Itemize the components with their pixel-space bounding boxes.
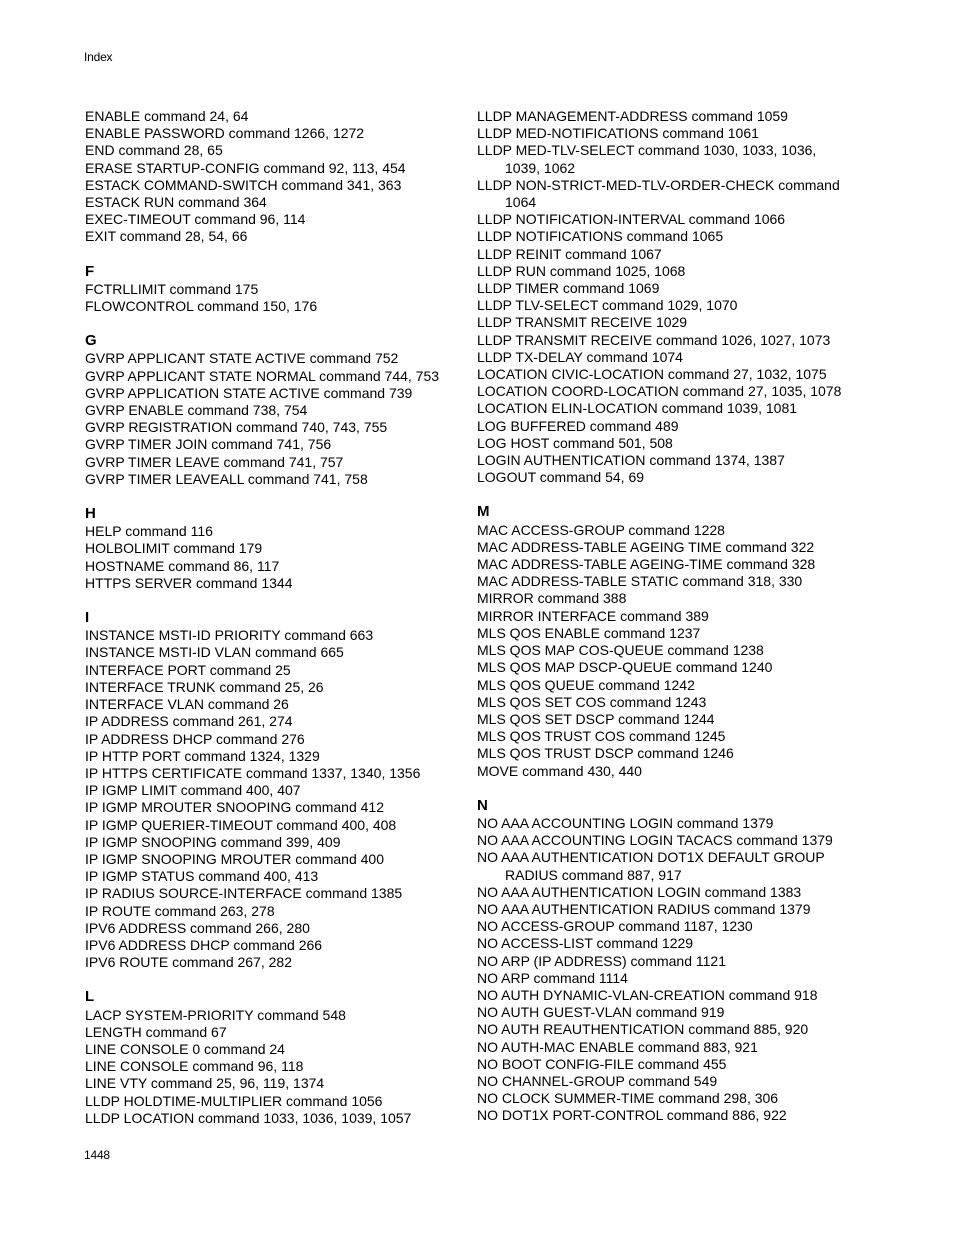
index-entry	[85, 125, 465, 142]
index-entry-text: LOCATION ELIN-LOCATION command 1039, 1081	[477, 400, 798, 417]
index-entry	[477, 246, 849, 263]
page-number: 1448	[84, 1148, 110, 1162]
index-entry	[85, 575, 465, 592]
index-entry-text: LLDP NOTIFICATIONS command 1065	[477, 228, 724, 245]
index-entry	[477, 694, 849, 711]
index-entry-text: MLS QOS QUEUE command 1242	[477, 676, 695, 693]
index-entry	[85, 281, 465, 298]
index-entry	[477, 332, 849, 349]
index-entry	[477, 556, 849, 573]
index-entry-text: MAC ADDRESS-TABLE STATIC command 318, 330	[477, 573, 803, 590]
index-entry-text: LLDP TIMER command 1069	[477, 280, 660, 297]
index-entry-text: NO ACCESS-LIST command 1229	[477, 935, 694, 952]
index-entry	[477, 884, 849, 901]
index-entry-text: END command 28, 65	[85, 142, 223, 159]
index-entry-text: LLDP HOLDTIME-MULTIPLIER command 1056	[85, 1092, 383, 1109]
index-entry-text: NO AAA ACCOUNTING LOGIN TACACS command 1379	[477, 832, 833, 849]
section-letter: N	[477, 796, 488, 814]
index-entry	[477, 832, 849, 849]
index-entry	[477, 608, 849, 625]
index-section	[85, 263, 465, 316]
index-entry	[85, 160, 465, 177]
index-entry	[85, 436, 465, 453]
index-entry-text: NO AAA AUTHENTICATION RADIUS command 1379	[477, 900, 811, 917]
index-entry-text: IPV6 ROUTE command 267, 282	[85, 954, 292, 971]
index-entry	[477, 522, 849, 539]
index-entry-text: LLDP TRANSMIT RECEIVE command 1026, 1027, 1073	[477, 331, 831, 348]
index-entry-text: IP IGMP LIMIT command 400, 407	[85, 782, 301, 799]
index-entry-text: IPV6 ADDRESS DHCP command 266	[85, 936, 323, 953]
index-entry	[477, 970, 849, 987]
index-entry	[477, 263, 849, 280]
index-entry-text: NO ARP (IP ADDRESS) command 1121	[477, 952, 726, 969]
index-entry	[85, 817, 465, 834]
index-entry-text: NO DOT1X PORT-CONTROL command 886, 922	[477, 1107, 787, 1124]
index-entry	[85, 1110, 465, 1127]
index-entry-text: GVRP TIMER JOIN command 741, 756	[85, 436, 332, 453]
index-entry-text: INSTANCE MSTI-ID PRIORITY command 663	[85, 627, 374, 644]
index-entry-text: LLDP LOCATION command 1033, 1036, 1039, 1057	[85, 1109, 412, 1126]
index-entry-text: LACP SYSTEM-PRIORITY command 548	[85, 1006, 346, 1023]
index-entry	[85, 696, 465, 713]
index-entry-text: NO ARP command 1114	[477, 969, 628, 986]
index-entry	[477, 1107, 849, 1124]
index-entry-text: LOG HOST command 501, 508	[477, 434, 673, 451]
index-entry	[477, 400, 849, 417]
index-column-left	[85, 108, 465, 1127]
index-entry-continuation: RADIUS command 887, 917	[505, 866, 682, 883]
index-entry-text: MAC ADDRESS-TABLE AGEING-TIME command 328	[477, 556, 816, 573]
index-entry	[85, 558, 465, 575]
index-entry	[477, 418, 849, 435]
index-entry	[477, 642, 849, 659]
index-entry-text: INTERFACE TRUNK command 25, 26	[85, 678, 324, 695]
index-entry-text: FLOWCONTROL command 150, 176	[85, 298, 318, 315]
section-letter: I	[85, 609, 90, 627]
index-entry-text: MLS QOS SET COS command 1243	[477, 693, 707, 710]
index-entry-text: NO ACCESS-GROUP command 1187, 1230	[477, 918, 753, 935]
index-entry	[477, 125, 849, 142]
index-entry	[477, 1004, 849, 1021]
index-entry-text: LENGTH command 67	[85, 1023, 227, 1040]
index-entry	[85, 471, 465, 488]
index-section	[477, 108, 849, 486]
index-entry-text: NO AUTH DYNAMIC-VLAN-CREATION command 918	[477, 986, 818, 1003]
index-entry-text: IP IGMP SNOOPING MROUTER command 400	[85, 850, 385, 867]
index-entry	[477, 659, 849, 676]
index-entry-text: LOGOUT command 54, 69	[477, 469, 645, 486]
index-entry-text: MAC ACCESS-GROUP command 1228	[477, 521, 725, 538]
index-entry	[85, 228, 465, 245]
index-entry	[85, 1058, 465, 1075]
index-entry-text: NO BOOT CONFIG-FILE command 455	[477, 1055, 727, 1072]
index-entry	[85, 402, 465, 419]
index-section	[85, 108, 465, 246]
index-entry	[477, 314, 849, 331]
index-entry-text: GVRP REGISTRATION command 740, 743, 755	[85, 419, 388, 436]
index-entry-text: MLS QOS MAP DSCP-QUEUE command 1240	[477, 659, 773, 676]
index-entry	[85, 142, 465, 159]
index-section	[85, 609, 465, 971]
index-entry-continuation: 1064	[505, 194, 537, 211]
section-letter: F	[85, 262, 95, 280]
index-entry-text: NO AUTH GUEST-VLAN command 919	[477, 1004, 725, 1021]
index-entry	[477, 108, 849, 125]
index-entry-text: MLS QOS TRUST DSCP command 1246	[477, 745, 734, 762]
index-entry-text: IP ADDRESS DHCP command 276	[85, 730, 305, 747]
index-entry	[477, 142, 849, 176]
index-entry	[85, 298, 465, 315]
index-entry-text: MLS QOS ENABLE command 1237	[477, 624, 701, 641]
index-entry-text: NO AUTH REAUTHENTICATION command 885, 920	[477, 1021, 809, 1038]
index-entry	[85, 350, 465, 367]
index-entry	[85, 627, 465, 644]
index-entry	[477, 901, 849, 918]
index-entry	[477, 383, 849, 400]
index-entry-text: LLDP TRANSMIT RECEIVE 1029	[477, 314, 688, 331]
index-entry-text: NO AAA ACCOUNTING LOGIN command 1379	[477, 814, 774, 831]
index-entry-text: ERASE STARTUP-CONFIG command 92, 113, 454	[85, 159, 406, 176]
index-entry-text: FCTRLLIMIT command 175	[85, 280, 259, 297]
index-entry-text: INSTANCE MSTI-ID VLAN command 665	[85, 644, 344, 661]
index-entry	[85, 1093, 465, 1110]
index-entry-text: GVRP APPLICANT STATE NORMAL command 744, 753	[85, 367, 440, 384]
index-entry	[477, 228, 849, 245]
index-entry	[477, 469, 849, 486]
index-entry	[85, 799, 465, 816]
index-entry	[85, 211, 465, 228]
section-letter: M	[477, 503, 490, 521]
index-entry-text: MLS QOS MAP COS-QUEUE command 1238	[477, 642, 764, 659]
index-entry	[85, 177, 465, 194]
index-section	[477, 797, 849, 1125]
index-entry-text: IP ADDRESS command 261, 274	[85, 713, 293, 730]
index-entry	[477, 745, 849, 762]
index-entry-text: LLDP MED-NOTIFICATIONS command 1061	[477, 125, 759, 142]
index-entry-text: ESTACK RUN command 364	[85, 194, 267, 211]
index-entry-text: GVRP TIMER LEAVE command 741, 757	[85, 453, 344, 470]
index-entry-text: HTTPS SERVER command 1344	[85, 574, 293, 591]
index-entry-text: MLS QOS SET DSCP command 1244	[477, 710, 715, 727]
index-section	[85, 505, 465, 592]
index-entry	[477, 177, 849, 211]
index-entry-text: LOG BUFFERED command 489	[477, 417, 679, 434]
index-entry-text: LOGIN AUTHENTICATION command 1374, 1387	[477, 452, 785, 469]
index-entry	[85, 454, 465, 471]
index-entry	[85, 834, 465, 851]
index-section	[85, 988, 465, 1127]
index-entry-text: NO CHANNEL-GROUP command 549	[477, 1072, 718, 1089]
index-entry-continuation: 1039, 1062	[505, 159, 576, 176]
index-entry	[85, 954, 465, 971]
index-entry	[85, 194, 465, 211]
index-entry	[85, 885, 465, 902]
index-entry	[477, 728, 849, 745]
index-entry-text: IP IGMP SNOOPING command 399, 409	[85, 833, 341, 850]
index-entry	[85, 662, 465, 679]
index-entry-text: IP HTTP PORT command 1324, 1329	[85, 747, 320, 764]
index-entry-text: EXEC-TIMEOUT command 96, 114	[85, 211, 306, 228]
index-entry	[477, 280, 849, 297]
index-entry	[477, 711, 849, 728]
index-entry	[477, 935, 849, 952]
index-entry	[477, 1056, 849, 1073]
index-entry-text: IP ROUTE command 263, 278	[85, 902, 275, 919]
section-letter: G	[85, 332, 97, 350]
index-entry	[477, 297, 849, 314]
index-entry	[477, 849, 849, 883]
index-entry	[85, 920, 465, 937]
index-entry	[85, 1075, 465, 1092]
index-entry-text: NO CLOCK SUMMER-TIME command 298, 306	[477, 1090, 779, 1107]
index-entry	[85, 851, 465, 868]
index-column-right	[477, 108, 849, 1125]
index-entry-text: IP IGMP QUERIER-TIMEOUT command 400, 408	[85, 816, 397, 833]
index-entry	[477, 677, 849, 694]
index-entry	[85, 523, 465, 540]
index-entry-text: LLDP RUN command 1025, 1068	[477, 262, 686, 279]
index-entry	[477, 1039, 849, 1056]
index-entry	[85, 419, 465, 436]
index-entry	[477, 815, 849, 832]
index-entry	[85, 385, 465, 402]
index-entry	[85, 765, 465, 782]
section-letter: L	[85, 988, 95, 1006]
index-entry-text: MIRROR INTERFACE command 389	[477, 607, 709, 624]
index-entry	[477, 349, 849, 366]
index-entry-text: LOCATION COORD-LOCATION command 27, 1035, 1078	[477, 383, 842, 400]
index-entry-text: GVRP ENABLE command 738, 754	[85, 402, 308, 419]
index-entry-text: IP RADIUS SOURCE-INTERFACE command 1385	[85, 885, 403, 902]
index-entry	[477, 452, 849, 469]
index-entry-text: NO AAA AUTHENTICATION DOT1X DEFAULT GROUP	[477, 849, 825, 866]
index-entry-text: HOLBOLIMIT command 179	[85, 540, 263, 557]
index-entry	[85, 108, 465, 125]
index-entry	[477, 763, 849, 780]
index-entry	[85, 644, 465, 661]
index-entry-text: HOSTNAME command 86, 117	[85, 557, 280, 574]
index-entry	[477, 987, 849, 1004]
index-entry-text: LINE VTY command 25, 96, 119, 1374	[85, 1075, 325, 1092]
index-entry	[477, 1073, 849, 1090]
index-entry-text: GVRP APPLICANT STATE ACTIVE command 752	[85, 350, 399, 367]
index-entry-text: EXIT command 28, 54, 66	[85, 228, 248, 245]
index-entry	[477, 539, 849, 556]
index-entry	[477, 590, 849, 607]
index-entry	[85, 782, 465, 799]
index-entry-text: LLDP REINIT command 1067	[477, 245, 662, 262]
index-entry	[85, 1007, 465, 1024]
index-entry-text: INTERFACE VLAN command 26	[85, 696, 289, 713]
index-entry	[85, 903, 465, 920]
index-entry-text: LLDP TX-DELAY command 1074	[477, 348, 683, 365]
index-entry-text: LLDP MED-TLV-SELECT command 1030, 1033, 1036,	[477, 142, 817, 159]
index-entry	[477, 625, 849, 642]
index-entry-text: GVRP APPLICATION STATE ACTIVE command 739	[85, 384, 413, 401]
index-section	[477, 503, 849, 779]
index-entry-text: LLDP NOTIFICATION-INTERVAL command 1066	[477, 211, 786, 228]
index-entry	[85, 679, 465, 696]
index-entry	[477, 366, 849, 383]
index-entry-text: LINE CONSOLE 0 command 24	[85, 1040, 285, 1057]
index-entry-text: IP IGMP STATUS command 400, 413	[85, 868, 319, 885]
index-entry	[85, 1041, 465, 1058]
index-entry-text: MOVE command 430, 440	[477, 762, 642, 779]
index-entry-text: MAC ADDRESS-TABLE AGEING TIME command 322	[477, 538, 815, 555]
index-entry	[85, 937, 465, 954]
index-entry-text: ESTACK COMMAND-SWITCH command 341, 363	[85, 176, 402, 193]
index-entry	[477, 918, 849, 935]
index-entry-text: IPV6 ADDRESS command 266, 280	[85, 919, 310, 936]
index-entry	[477, 573, 849, 590]
index-entry-text: MIRROR command 388	[477, 590, 627, 607]
index-entry	[477, 1021, 849, 1038]
index-entry-text: HELP command 116	[85, 523, 213, 540]
index-entry	[85, 1024, 465, 1041]
index-entry-text: IP HTTPS CERTIFICATE command 1337, 1340, 1356	[85, 764, 421, 781]
index-section	[85, 332, 465, 488]
index-entry	[85, 748, 465, 765]
index-entry	[477, 435, 849, 452]
index-entry-text: LINE CONSOLE command 96, 118	[85, 1058, 304, 1075]
index-entry-text: IP IGMP MROUTER SNOOPING command 412	[85, 799, 385, 816]
index-entry	[477, 1090, 849, 1107]
section-letter: H	[85, 505, 96, 523]
index-entry-text: LLDP NON-STRICT-MED-TLV-ORDER-CHECK command	[477, 176, 840, 193]
index-entry-text: LLDP TLV-SELECT command 1029, 1070	[477, 297, 738, 314]
index-entry-text: LLDP MANAGEMENT-ADDRESS command 1059	[477, 108, 788, 124]
index-entry-text: ENABLE command 24, 64	[85, 108, 249, 124]
index-entry	[477, 211, 849, 228]
index-entry-text: NO AAA AUTHENTICATION LOGIN command 1383	[477, 883, 802, 900]
index-entry	[477, 953, 849, 970]
index-entry-text: INTERFACE PORT command 25	[85, 661, 291, 678]
index-entry-text: MLS QOS TRUST COS command 1245	[477, 728, 726, 745]
index-entry-text: GVRP TIMER LEAVEALL command 741, 758	[85, 470, 368, 487]
index-entry-text: NO AUTH-MAC ENABLE command 883, 921	[477, 1038, 758, 1055]
index-entry	[85, 713, 465, 730]
index-entry	[85, 368, 465, 385]
index-entry	[85, 731, 465, 748]
running-head: Index	[84, 50, 113, 64]
index-entry	[85, 868, 465, 885]
index-entry	[85, 540, 465, 557]
index-entry-text: LOCATION CIVIC-LOCATION command 27, 1032, 1075	[477, 366, 827, 383]
index-entry-text: ENABLE PASSWORD command 1266, 1272	[85, 125, 365, 142]
